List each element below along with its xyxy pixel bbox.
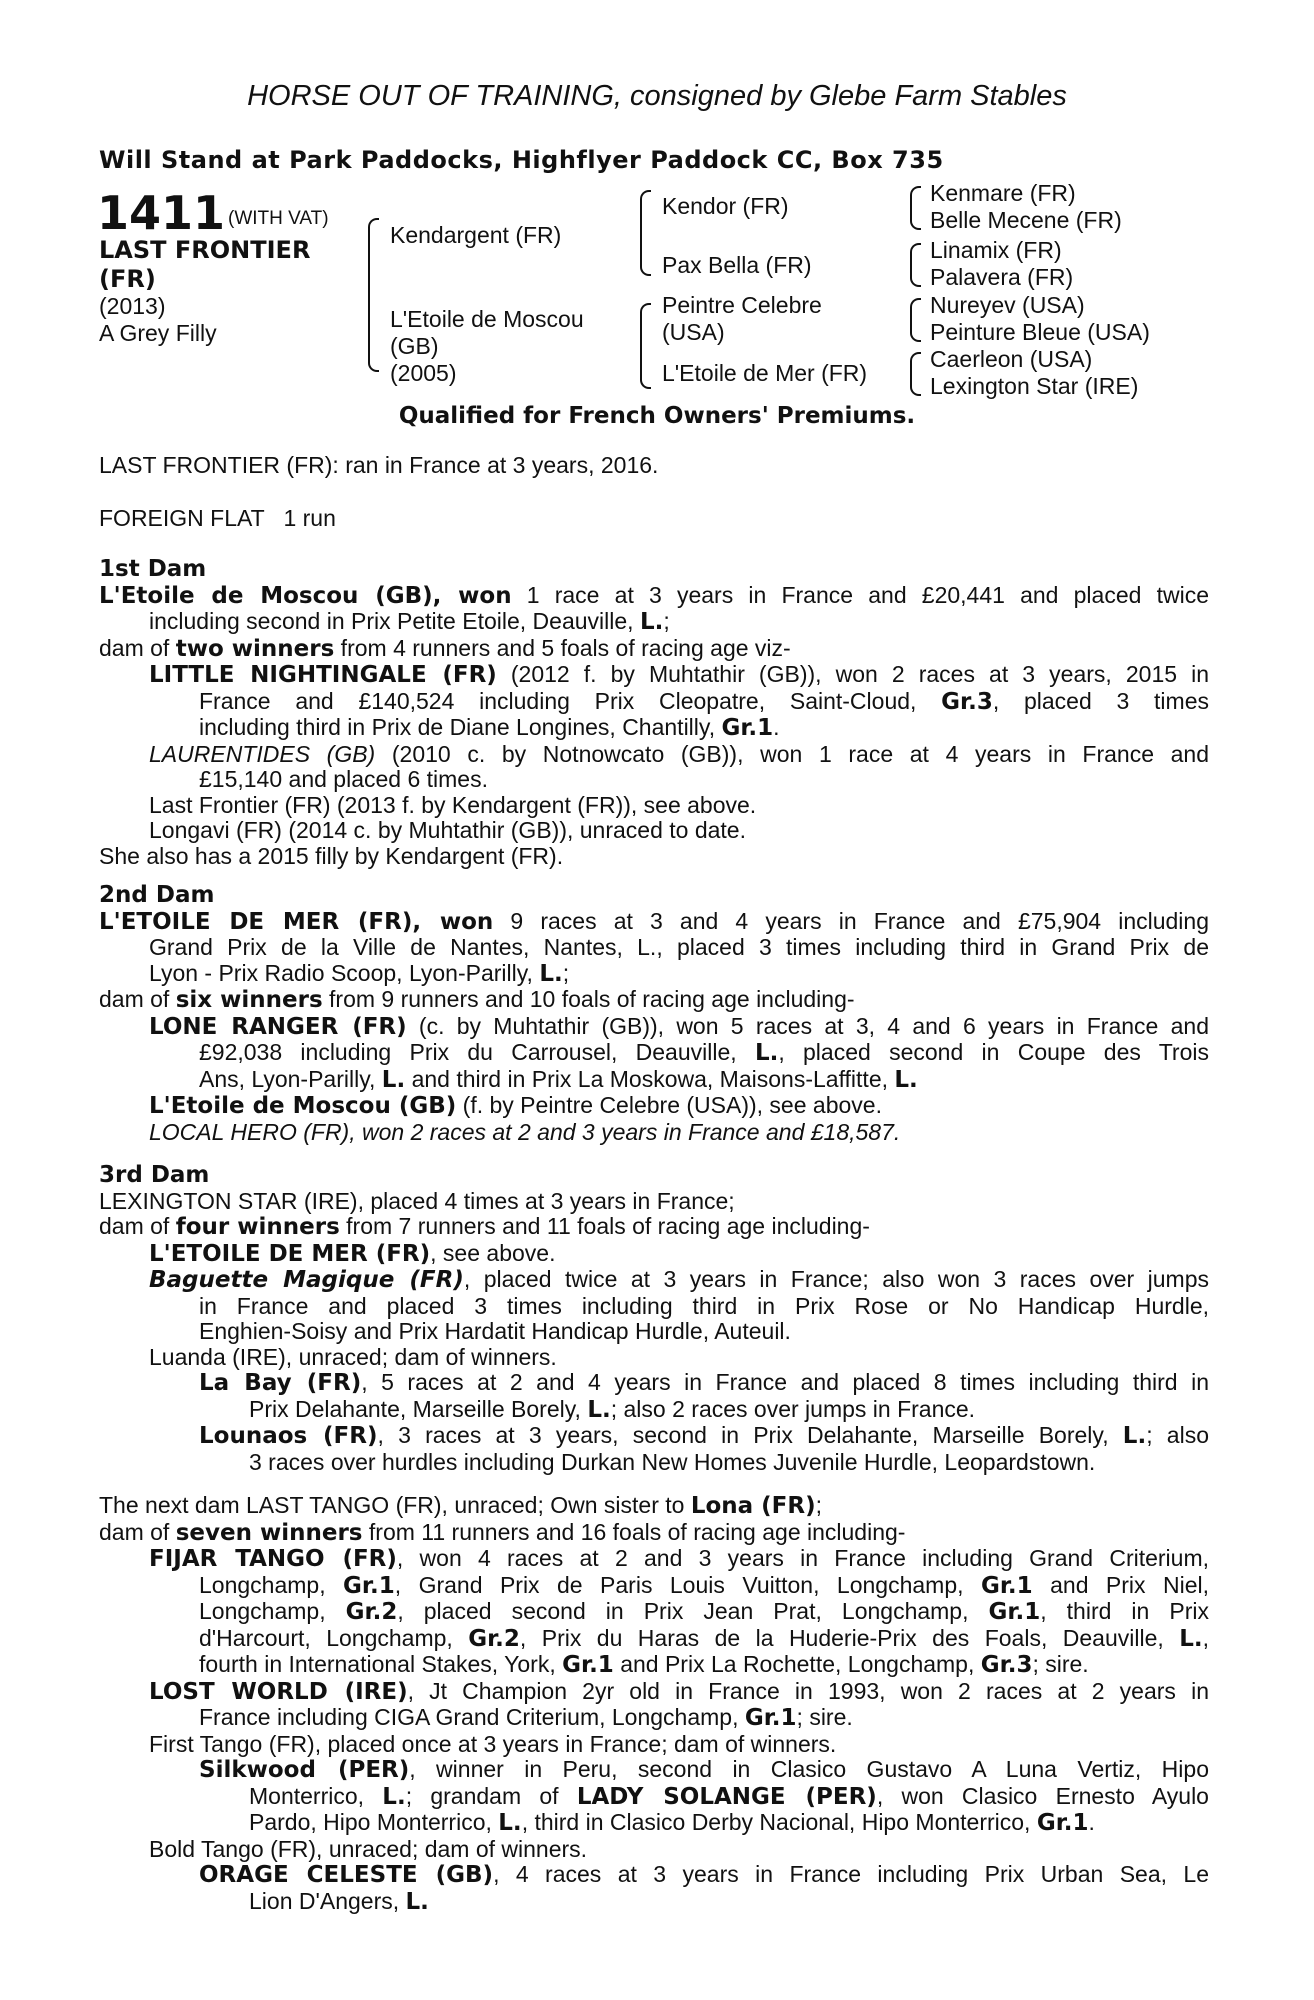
horse-name-suffix: (FR) bbox=[99, 265, 156, 293]
dam-parents-bracket bbox=[640, 303, 651, 389]
dam-line: The next dam LAST TANGO (FR), unraced; Own sister to Lona (FR); bbox=[99, 1492, 823, 1519]
produce-entry: LITTLE NIGHTINGALE (FR) (2012 f. by Muhtathir (GB)), won 2 races at 3 years, 2015 in bbox=[149, 661, 1210, 688]
pedigree-sdd: Palavera (FR) bbox=[930, 264, 1074, 290]
dam-line: L'Etoile de Moscou (GB), won 1 race at 3 years in France and £20,441 and placed twice bbox=[99, 581, 1209, 609]
pedigree-sire-sire: Kendor (FR) bbox=[662, 193, 789, 219]
foreign-flat-record: FOREIGN FLAT 1 run bbox=[99, 505, 336, 531]
pedigree-dam-sire-country: (USA) bbox=[662, 319, 725, 345]
pedigree-sire-dam: Pax Bella (FR) bbox=[662, 252, 812, 278]
grandproduce-entry-cont: Lion D'Angers, L. bbox=[249, 1887, 429, 1915]
pedigree-ddd: Lexington Star (IRE) bbox=[930, 373, 1139, 399]
second-dam-section bbox=[99, 883, 1209, 1145]
race-record: LAST FRONTIER (FR): ran in France at 3 years, 2016. bbox=[99, 452, 659, 478]
produce-entry-cont: £15,140 and placed 6 times. bbox=[199, 766, 488, 792]
produce-entry: LONE RANGER (FR) (c. by Muhtathir (GB)), won 5 races at 3, 4 and 6 years in France and bbox=[149, 1012, 1209, 1040]
bracket-letoile bbox=[910, 352, 921, 396]
produce-entry: Last Frontier (FR) (2013 f. by Kendargent (FR)), see above. bbox=[149, 791, 757, 818]
dam-line: including second in Prix Petite Etoile, Deauville, L.; bbox=[149, 608, 670, 635]
pedigree-dam-dam: L'Etoile de Mer (FR) bbox=[662, 360, 868, 386]
produce-entry: LOCAL HERO (FR), won 2 races at 2 and 3 years in France and £18,587. bbox=[149, 1118, 901, 1145]
grandproduce-entry: Silkwood (PER), winner in Peru, second in Clasico Gustavo A Luna Vertiz, Hipo bbox=[199, 1756, 1209, 1783]
section-heading: 2nd Dam bbox=[99, 882, 215, 908]
produce-entry: Bold Tango (FR), unraced; dam of winners. bbox=[149, 1835, 588, 1862]
produce-entry: FIJAR TANGO (FR), won 4 races at 2 and 3 years in France including Grand Criterium, bbox=[149, 1545, 1210, 1572]
produce-entry: L'ETOILE DE MER (FR), see above. bbox=[149, 1239, 556, 1267]
section-heading: 3rd Dam bbox=[99, 1162, 210, 1188]
pedigree-ssd: Belle Mecene (FR) bbox=[930, 207, 1122, 233]
produce-entry-cont: including third in Prix de Diane Longines, Chantilly, Gr.1. bbox=[199, 714, 780, 741]
grandproduce-entry: ORAGE CELESTE (GB), 4 races at 3 years in France including Prix Urban Sea, Le bbox=[199, 1861, 1209, 1888]
produce-entry-cont: fourth in International Stakes, York, Gr.1 and Prix La Rochette, Longchamp, Gr.3; sire. bbox=[199, 1651, 1089, 1678]
produce-entry-cont: d'Harcourt, Longchamp, Gr.2, Prix du Haras de la Huderie-Prix des Foals, Deauville, L., bbox=[199, 1624, 1209, 1652]
pedigree-dam-sire: Peintre Celebre bbox=[662, 292, 822, 318]
produce-entry: LAURENTIDES (GB) (2010 c. by Notnowcato (GB)), won 1 race at 4 years in France and bbox=[149, 740, 1210, 767]
bracket-kendor bbox=[910, 186, 921, 230]
pedigree-dam-country: (GB) bbox=[390, 333, 439, 359]
first-dam-section bbox=[99, 557, 1209, 869]
section-heading: 1st Dam bbox=[99, 556, 207, 582]
produce-entry-cont: Enghien-Soisy and Prix Hardatit Handicap Hurdle, Auteuil. bbox=[199, 1318, 791, 1344]
horse-description: A Grey Filly bbox=[99, 320, 217, 346]
next-dam-section bbox=[99, 1493, 1209, 1915]
produce-entry-cont: in France and placed 3 times including third in Prix Rose or No Handicap Hurdle, bbox=[199, 1292, 1209, 1319]
produce-entry: LOST WORLD (IRE), Jt Champion 2yr old in France in 1993, won 2 races at 2 years in bbox=[149, 1677, 1209, 1705]
stand-location: Will Stand at Park Paddocks, Highflyer Paddock CC, Box 735 bbox=[99, 146, 944, 174]
bracket-peintre bbox=[910, 298, 921, 342]
produce-entry: Longavi (FR) (2014 c. by Muhtathir (GB)), unraced to date. bbox=[149, 817, 746, 843]
pedigree-sire: Kendargent (FR) bbox=[390, 222, 562, 248]
produce-entry-cont: £92,038 including Prix du Carrousel, Deauville, L., placed second in Coupe des Trois bbox=[199, 1039, 1209, 1066]
dam-line: Lyon - Prix Radio Scoop, Lyon-Parilly, L.; bbox=[149, 959, 570, 987]
produce-entry-cont: France and £140,524 including Prix Cleopatre, Saint-Cloud, Gr.3, placed 3 times bbox=[199, 687, 1209, 715]
third-dam-section bbox=[99, 1163, 1209, 1475]
dam-produce-summary: dam of four winners from 7 runners and 11 foals of racing age including- bbox=[99, 1213, 870, 1240]
sire-parents-bracket bbox=[640, 190, 651, 276]
pedigree-dds: Caerleon (USA) bbox=[930, 346, 1093, 372]
grandproduce-entry-cont: Pardo, Hipo Monterrico, L., third in Clasico Derby Nacional, Hipo Monterrico, Gr.1. bbox=[249, 1809, 1095, 1836]
produce-entry: First Tango (FR), placed once at 3 years in France; dam of winners. bbox=[149, 1730, 837, 1757]
pedigree-sss: Kenmare (FR) bbox=[930, 180, 1076, 206]
sire-dam-bracket bbox=[368, 218, 379, 372]
produce-note: She also has a 2015 filly by Kendargent (FR). bbox=[99, 842, 564, 869]
produce-entry: Baguette Magique (FR), placed twice at 3 years in France; also won 3 races over jumps bbox=[149, 1266, 1209, 1293]
produce-entry-cont: Longchamp, Gr.2, placed second in Prix Jean Prat, Longchamp, Gr.1, third in Prix bbox=[199, 1598, 1209, 1625]
consignment-header: HORSE OUT OF TRAINING, consigned by Glebe Farm Stables bbox=[247, 80, 1067, 112]
produce-entry-cont: Longchamp, Gr.1, Grand Prix de Paris Louis Vuitton, Longchamp, Gr.1 and Prix Niel, bbox=[199, 1571, 1210, 1599]
horse-name: LAST FRONTIER bbox=[99, 236, 311, 264]
pedigree-dsd: Peinture Bleue (USA) bbox=[930, 319, 1150, 345]
dam-produce-summary: dam of seven winners from 11 runners and 16 foals of racing age including- bbox=[99, 1518, 906, 1546]
grandproduce-entry-cont: Monterrico, L.; grandam of LADY SOLANGE (PER), won Clasico Ernesto Ayulo bbox=[249, 1782, 1209, 1810]
grandproduce-entry: La Bay (FR), 5 races at 2 and 4 years in France and placed 8 times including third in bbox=[199, 1369, 1209, 1396]
pedigree-dam: L'Etoile de Moscou bbox=[390, 306, 584, 332]
pedigree-sds: Linamix (FR) bbox=[930, 237, 1062, 263]
produce-entry-cont: Ans, Lyon-Parilly, L. and third in Prix La Moskowa, Maisons-Laffitte, L. bbox=[199, 1065, 918, 1093]
dam-produce-summary: dam of six winners from 9 runners and 10 foals of racing age including- bbox=[99, 986, 855, 1013]
pedigree-dss: Nureyev (USA) bbox=[930, 292, 1085, 318]
lot-number: 1411 bbox=[97, 186, 226, 240]
horse-year: (2013) bbox=[99, 293, 166, 319]
grandproduce-entry-cont: 3 races over hurdles including Durkan New Homes Juvenile Hurdle, Leopardstown. bbox=[249, 1448, 1096, 1475]
pedigree-dam-year: (2005) bbox=[390, 360, 457, 386]
dam-line: L'ETOILE DE MER (FR), won 9 races at 3 and 4 years in France and £75,904 including bbox=[99, 907, 1209, 935]
produce-entry: L'Etoile de Moscou (GB) (f. by Peintre Celebre (USA)), see above. bbox=[149, 1092, 882, 1119]
grandproduce-entry-cont: Prix Delahante, Marseille Borely, L.; also 2 races over jumps in France. bbox=[249, 1395, 976, 1423]
dam-line: Grand Prix de la Ville de Nantes, Nantes, L., placed 3 times including third in Grand Prix de bbox=[149, 934, 1209, 960]
vat-note: (WITH VAT) bbox=[228, 208, 329, 229]
owners-premium-note: Qualified for French Owners' Premiums. bbox=[398, 403, 916, 429]
produce-entry-cont: France including CIGA Grand Criterium, Longchamp, Gr.1; sire. bbox=[199, 1704, 853, 1731]
bracket-paxbella bbox=[910, 243, 921, 287]
dam-produce-summary: dam of two winners from 4 runners and 5 foals of racing age viz- bbox=[99, 634, 791, 662]
dam-line: LEXINGTON STAR (IRE), placed 4 times at 3 years in France; bbox=[99, 1187, 735, 1214]
grandproduce-entry: Lounaos (FR), 3 races at 3 years, second in Prix Delahante, Marseille Borely, L.; also bbox=[199, 1422, 1209, 1449]
produce-entry: Luanda (IRE), unraced; dam of winners. bbox=[149, 1343, 557, 1370]
